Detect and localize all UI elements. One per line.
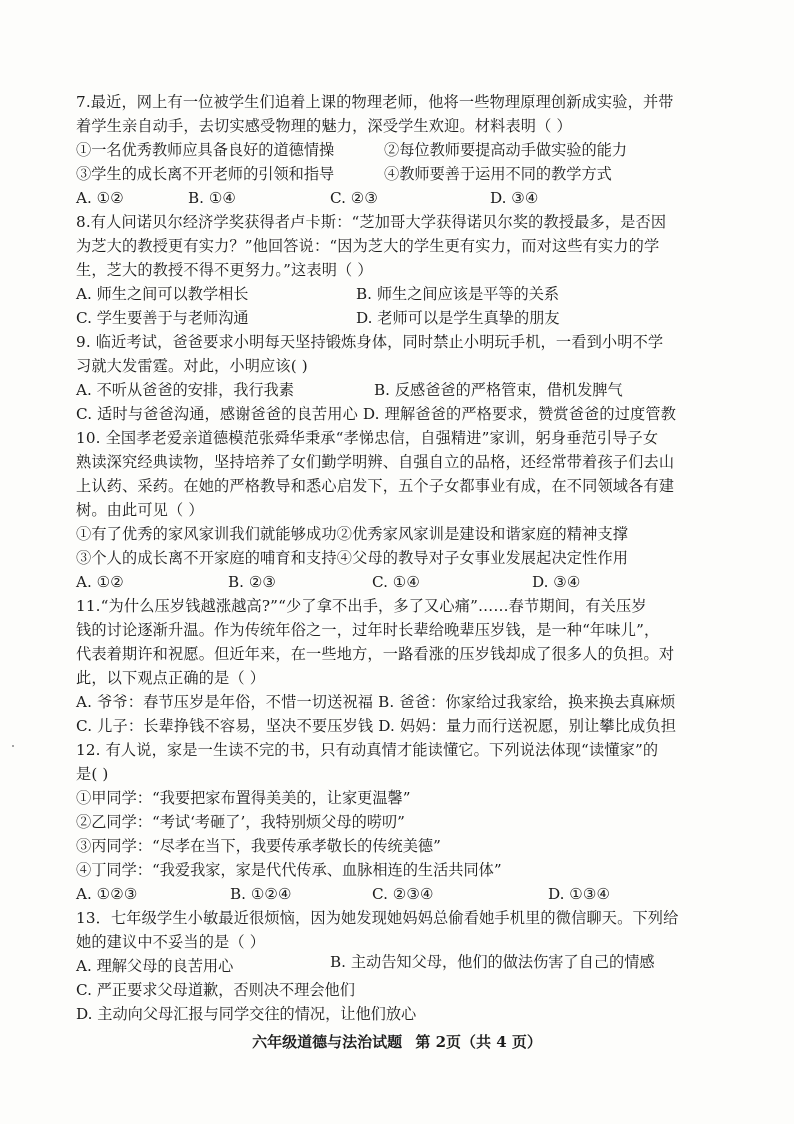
q10-stem-line-1: 10. 全国孝老爱亲道德模范张舜华秉承“孝悌忠信，自强精进”家训，躬身垂范引导子女 bbox=[76, 429, 659, 447]
q13-stem-line-1: 13．七年级学生小敏最近很烦恼，因为她发现她妈妈总偷看她手机里的微信聊天。下列给 bbox=[76, 909, 679, 927]
q12-item-2: ②乙同学：“考试‘考砸了’，我特别烦父母的唠叨” bbox=[76, 813, 405, 831]
q10-option-b: B. ②③ bbox=[228, 573, 277, 591]
q9-option-a: A. 不听从爸爸的安排，我行我素 bbox=[76, 381, 295, 399]
q12-option-c: C. ②③④ bbox=[372, 885, 434, 903]
q12-option-d: D. ①③④ bbox=[548, 885, 611, 903]
q10-option-c: C. ①④ bbox=[372, 573, 420, 591]
q12-option-a: A. ①②③ bbox=[76, 885, 138, 903]
q8-stem-line-2: 为芝大的教授更有实力？”他回答说：“因为芝大的学生更有实力，而对这些有实力的学 bbox=[76, 237, 660, 255]
q7-item-3: ③学生的成长离不开老师的引领和指导 bbox=[76, 165, 335, 183]
q10-stem-line-3: 上认药、采药。在她的严格教导和悉心启发下，五个子女都事业有成，在不同领域各有建 bbox=[76, 477, 675, 495]
q7-option-c: C. ②③ bbox=[330, 189, 378, 207]
q10-stem-line-4: 树。由此可见（ ） bbox=[76, 501, 204, 519]
q8-stem-line-3: 生，芝大的教授不得不更努力。”这表明（ ） bbox=[76, 261, 373, 279]
q10-stem-line-2: 熟读深究经典读物，坚持培养了女们勤学明辨、自强自立的品格，还经常带着孩子们去山 bbox=[76, 453, 675, 471]
q10-items-1-2: ①有了优秀的家风家训我们就能够成功②优秀家风家训是建设和谐家庭的精神支撑 bbox=[76, 525, 629, 543]
q8-option-c: C. 学生要善于与老师沟通 bbox=[76, 309, 249, 327]
q13-option-a: A. 理解父母的良苦用心 bbox=[76, 957, 234, 975]
q7-stem-line-1: 7.最近，网上有一位被学生们追着上课的物理老师，他将一些物理原理创新成实验，并带 bbox=[76, 93, 674, 111]
q7-option-b: B. ①④ bbox=[188, 189, 237, 207]
q8-option-a: A. 师生之间可以教学相长 bbox=[76, 285, 249, 303]
q12-stem-line-2: 是( ) bbox=[76, 765, 109, 783]
q7-option-d: D. ③④ bbox=[490, 189, 539, 207]
q12-item-1: ①甲同学：“我要把家布置得美美的，让家更温馨” bbox=[76, 789, 411, 807]
q11-stem-line-4: 此，以下观点正确的是（ ） bbox=[76, 669, 266, 687]
q12-item-3: ③丙同学：“尽孝在当下，我要传承孝敬长的传统美德” bbox=[76, 837, 441, 855]
q11-stem-line-3: 代表着期许和祝愿。但近年来，在一些地方，一路看涨的压岁钱却成了很多人的负担。对 bbox=[76, 645, 675, 663]
q12-item-4: ④丁同学：“我爱我家，家是代代传承、血脉相连的生活共同体” bbox=[76, 861, 502, 879]
q10-option-a: A. ①② bbox=[76, 573, 124, 591]
q11-options-ab: A. 爷爷：春节压岁是年俗，不惜一切送祝福 B. 爸爸：你家给过我家给，换来换去真麻烦 bbox=[76, 693, 676, 711]
q10-items-3-4: ③个人的成长离不开家庭的哺育和支持④父母的教导对子女事业发展起决定性作用 bbox=[76, 549, 629, 567]
q8-option-b: B. 师生之间应该是平等的关系 bbox=[356, 285, 560, 303]
q12-option-b: B. ①②④ bbox=[230, 885, 292, 903]
q8-option-d: D. 老师可以是学生真挚的朋友 bbox=[356, 309, 560, 327]
q13-stem-line-2: 她的建议中不妥当的是（ ） bbox=[76, 933, 266, 951]
q9-option-cd: C. 适时与爸爸沟通，感谢爸爸的良苦用心 D. 理解爸爸的严格要求，赞赏爸爸的过度管教 bbox=[76, 405, 677, 423]
q9-stem-line-1: 9. 临近考试，爸爸要求小明每天坚持锻炼身体，同时禁止小明玩手机，一看到小明不学 bbox=[76, 333, 664, 351]
q9-option-b: B. 反感爸爸的严格管束，借机发脾气 bbox=[374, 381, 623, 399]
q10-option-d: D. ③④ bbox=[532, 573, 581, 591]
q8-stem-line-1: 8.有人问诺贝尔经济学奖获得者卢卡斯：“芝加哥大学获得诺贝尔奖的教授最多，是否因 bbox=[76, 213, 667, 231]
page-footer bbox=[0, 1032, 794, 1052]
q12-stem-line-1: 12. 有人说，家是一生读不完的书，只有动真情才能读懂它。下列说法体现“读懂家”的 bbox=[76, 741, 659, 759]
footer-page-number: 第 2页（共 4 页） bbox=[415, 1033, 542, 1051]
q7-stem-line-2: 着学生亲自动手，去切实感受物理的魅力，深受学生欢迎。材料表明（ ） bbox=[76, 117, 572, 135]
q7-item-2: ②每位教师要提高动手做实验的能力 bbox=[384, 141, 627, 159]
footer-title: 六年级道德与法治试题 bbox=[252, 1033, 403, 1051]
q7-option-a: A. ①② bbox=[76, 189, 124, 207]
q11-stem-line-1: 11.“为什么压岁钱越涨越高?”“少了拿不出手，多了又心痛”……春节期间，有关压岁 bbox=[76, 597, 647, 615]
q11-options-cd: C. 儿子：长辈挣钱不容易，坚决不要压岁钱 D. 妈妈：量力而行送祝愿，别让攀比成负担 bbox=[76, 717, 677, 735]
q7-item-1: ①一名优秀教师应具备良好的道德情操 bbox=[76, 141, 335, 159]
scan-speck bbox=[12, 745, 14, 747]
q13-option-b: B. 主动告知父母，他们的做法伤害了自己的情感 bbox=[330, 953, 655, 971]
q11-stem-line-2: 钱的讨论逐渐升温。作为传统年俗之一，过年时长辈给晚辈压岁钱，是一种“年味儿”， bbox=[76, 621, 660, 639]
q9-stem-line-2: 习就大发雷霆。对此，小明应该( ) bbox=[76, 357, 308, 375]
q7-item-4: ④教师要善于运用不同的教学方式 bbox=[384, 165, 612, 183]
q13-option-d: D. 主动向父母汇报与同学交往的情况，让他们放心 bbox=[76, 1005, 417, 1023]
q13-option-c: C. 严正要求父母道歉，否则决不理会他们 bbox=[76, 981, 355, 999]
